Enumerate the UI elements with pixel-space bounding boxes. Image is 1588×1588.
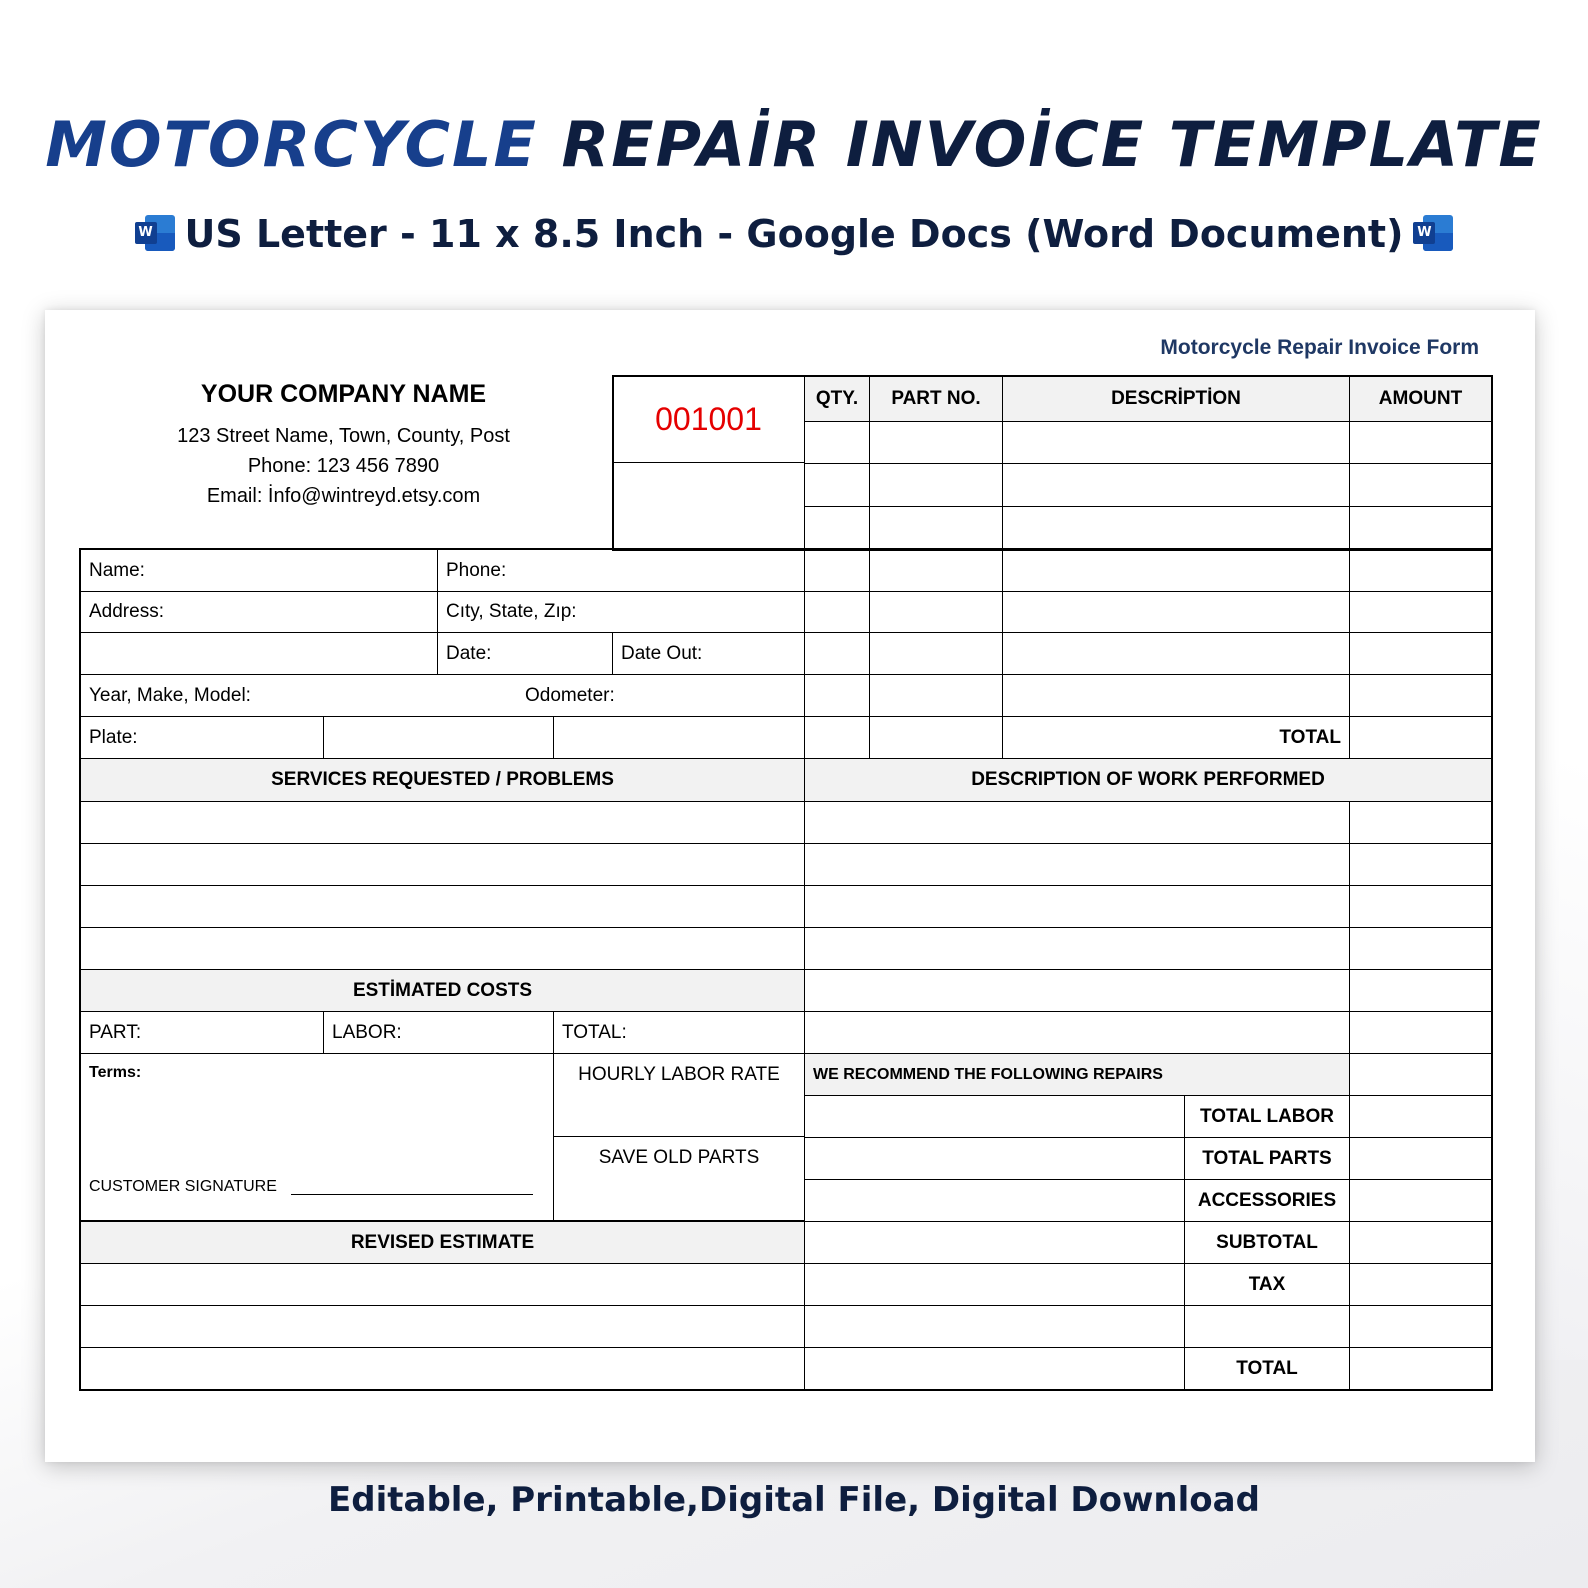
grand-total-value[interactable] [1349,1347,1492,1390]
parts-cell-amount[interactable] [1349,549,1492,592]
recommend-row[interactable] [804,1263,1185,1306]
parts-cell-part-no[interactable] [869,506,1003,550]
customer-phone-field[interactable]: Phone: [437,549,805,592]
accessories-label: ACCESSORIES [1184,1179,1350,1222]
parts-cell-amount[interactable] [1349,632,1492,675]
parts-cell-part-no[interactable] [869,549,1003,592]
parts-header-qty: QTY. [804,376,870,422]
banner-subtitle [0,212,1588,256]
word-document-icon [1413,215,1453,251]
work-row-amount[interactable] [1349,969,1492,1012]
services-row[interactable] [80,843,805,886]
services-header: SERVICES REQUESTED / PROBLEMS [80,758,805,802]
signature-line[interactable] [291,1194,533,1195]
parts-cell-part-no[interactable] [869,421,1003,464]
parts-cell-part-no[interactable] [869,716,1003,759]
work-row-description[interactable] [804,969,1350,1012]
company-email: Email: İnfo@wintreyd.etsy.com [206,485,481,507]
subtitle-text: US Letter - 11 x 8.5 Inch - Google Docs (Word Document) [184,212,1404,256]
work-row-description[interactable] [804,885,1350,928]
word-document-icon [135,215,175,251]
hourly-labor-rate-field[interactable]: HOURLY LABOR RATE [553,1053,805,1137]
recommend-amount[interactable] [1349,1053,1492,1096]
customer-address-field[interactable]: Address: [80,591,438,633]
parts-cell-description[interactable] [1002,421,1350,464]
invoice-number: 001001 [612,376,805,463]
subtotal-value[interactable] [1349,1221,1492,1264]
parts-header-description: DESCRİPTİON [1002,376,1350,422]
company-address: 123 Street Name, Town, County, Post [177,425,510,447]
tax-label: TAX [1184,1263,1350,1306]
banner-footer: Editable, Printable,Digital File, Digital Download [328,1480,1260,1520]
parts-cell-qty[interactable] [804,716,870,759]
banner-title [0,108,1588,181]
accessories-value[interactable] [1349,1179,1492,1222]
total-parts-value[interactable] [1349,1137,1492,1180]
parts-cell-qty[interactable] [804,674,870,717]
word-icon-letter: W [1413,222,1435,244]
vehicle-label: Year, Make, Model: [89,684,251,706]
terms-label: Terms: [89,1064,142,1081]
revised-estimate-header: REVISED ESTIMATE [80,1221,805,1264]
recommend-row[interactable] [804,1221,1185,1264]
parts-total-value[interactable] [1349,716,1492,759]
recommend-header: WE RECOMMEND THE FOLLOWING REPAIRS [804,1053,1350,1096]
total-parts-label: TOTAL PARTS [1184,1137,1350,1180]
company-block [81,380,606,511]
parts-cell-description[interactable] [1002,506,1350,550]
estimated-total-field[interactable]: TOTAL: [553,1011,805,1054]
terms-box[interactable] [80,1053,554,1221]
word-icon-letter: W [135,222,157,244]
recommend-row[interactable] [804,1137,1185,1180]
invoice-number-blank[interactable] [612,462,805,550]
parts-cell-part-no[interactable] [869,463,1003,507]
parts-cell-amount[interactable] [1349,421,1492,464]
estimated-labor-field[interactable]: LABOR: [323,1011,554,1054]
total-labor-value[interactable] [1349,1095,1492,1138]
parts-cell-amount[interactable] [1349,463,1492,507]
banner-title-accent: MOTORCYCLE [45,108,538,181]
work-row-amount[interactable] [1349,801,1492,844]
summary-blank-label [1184,1305,1350,1348]
parts-cell-qty[interactable] [804,506,870,550]
invoice-paper [45,310,1535,1462]
estimated-part-field[interactable]: PART: [80,1011,324,1054]
parts-cell-qty[interactable] [804,463,870,507]
save-old-parts-field[interactable]: SAVE OLD PARTS [553,1136,805,1221]
work-row-description[interactable] [804,801,1350,844]
estimated-costs-header: ESTİMATED COSTS [80,969,805,1012]
parts-cell-description[interactable] [1002,632,1350,675]
parts-cell-qty[interactable] [804,549,870,592]
recommend-row[interactable] [804,1305,1185,1348]
subtotal-label: SUBTOTAL [1184,1221,1350,1264]
work-row-description[interactable] [804,843,1350,886]
banner-title-main: REPAİR INVOİCE TEMPLATE [561,108,1543,181]
work-row-amount[interactable] [1349,843,1492,886]
parts-total-label: TOTAL [1002,716,1350,759]
parts-cell-amount[interactable] [1349,506,1492,550]
revised-estimate-row[interactable] [80,1263,805,1306]
parts-cell-part-no[interactable] [869,674,1003,717]
parts-cell-amount[interactable] [1349,591,1492,633]
services-row[interactable] [80,927,805,970]
services-row[interactable] [80,801,805,844]
recommend-row[interactable] [804,1179,1185,1222]
parts-cell-qty[interactable] [804,591,870,633]
summary-blank-value[interactable] [1349,1305,1492,1348]
work-row-amount[interactable] [1349,885,1492,928]
odometer-label: Odometer: [525,684,615,706]
work-row-amount[interactable] [1349,1011,1492,1054]
work-performed-header: DESCRIPTION OF WORK PERFORMED [804,758,1492,802]
parts-cell-description[interactable] [1002,674,1350,717]
customer-name-field[interactable]: Name: [80,549,438,592]
parts-cell-qty[interactable] [804,632,870,675]
plate-value-1[interactable] [323,716,554,759]
parts-cell-description[interactable] [1002,591,1350,633]
customer-address-line2[interactable] [80,632,438,675]
plate-value-2[interactable] [553,716,805,759]
revised-estimate-row[interactable] [80,1305,805,1348]
revised-estimate-row[interactable] [80,1347,805,1390]
plate-field[interactable]: Plate: [80,716,324,759]
vehicle-field[interactable] [80,674,805,717]
work-row-amount[interactable] [1349,927,1492,970]
total-labor-label: TOTAL LABOR [1184,1095,1350,1138]
date-field[interactable]: Date: [437,632,613,675]
parts-cell-description[interactable] [1002,463,1350,507]
parts-cell-part-no[interactable] [869,591,1003,633]
form-title: Motorcycle Repair Invoice Form [1160,336,1479,359]
services-row[interactable] [80,885,805,928]
grand-total-label: TOTAL [1184,1347,1350,1390]
company-phone: Phone: 123 456 7890 [247,455,440,477]
tax-value[interactable] [1349,1263,1492,1306]
recommend-row[interactable] [804,1347,1185,1390]
parts-cell-qty[interactable] [804,421,870,464]
recommend-row[interactable] [804,1095,1185,1138]
signature-label: CUSTOMER SIGNATURE [89,1178,277,1195]
parts-header-amount: AMOUNT [1349,376,1492,422]
parts-cell-part-no[interactable] [869,632,1003,675]
parts-cell-description[interactable] [1002,549,1350,592]
parts-header-part-no: PART NO. [869,376,1003,422]
date-out-field[interactable]: Date Out: [612,632,805,675]
work-row-description[interactable] [804,1011,1350,1054]
parts-cell-amount[interactable] [1349,674,1492,717]
company-name: YOUR COMPANY NAME [200,380,487,408]
customer-city-field[interactable]: Cıty, State, Zıp: [437,591,805,633]
work-row-description[interactable] [804,927,1350,970]
